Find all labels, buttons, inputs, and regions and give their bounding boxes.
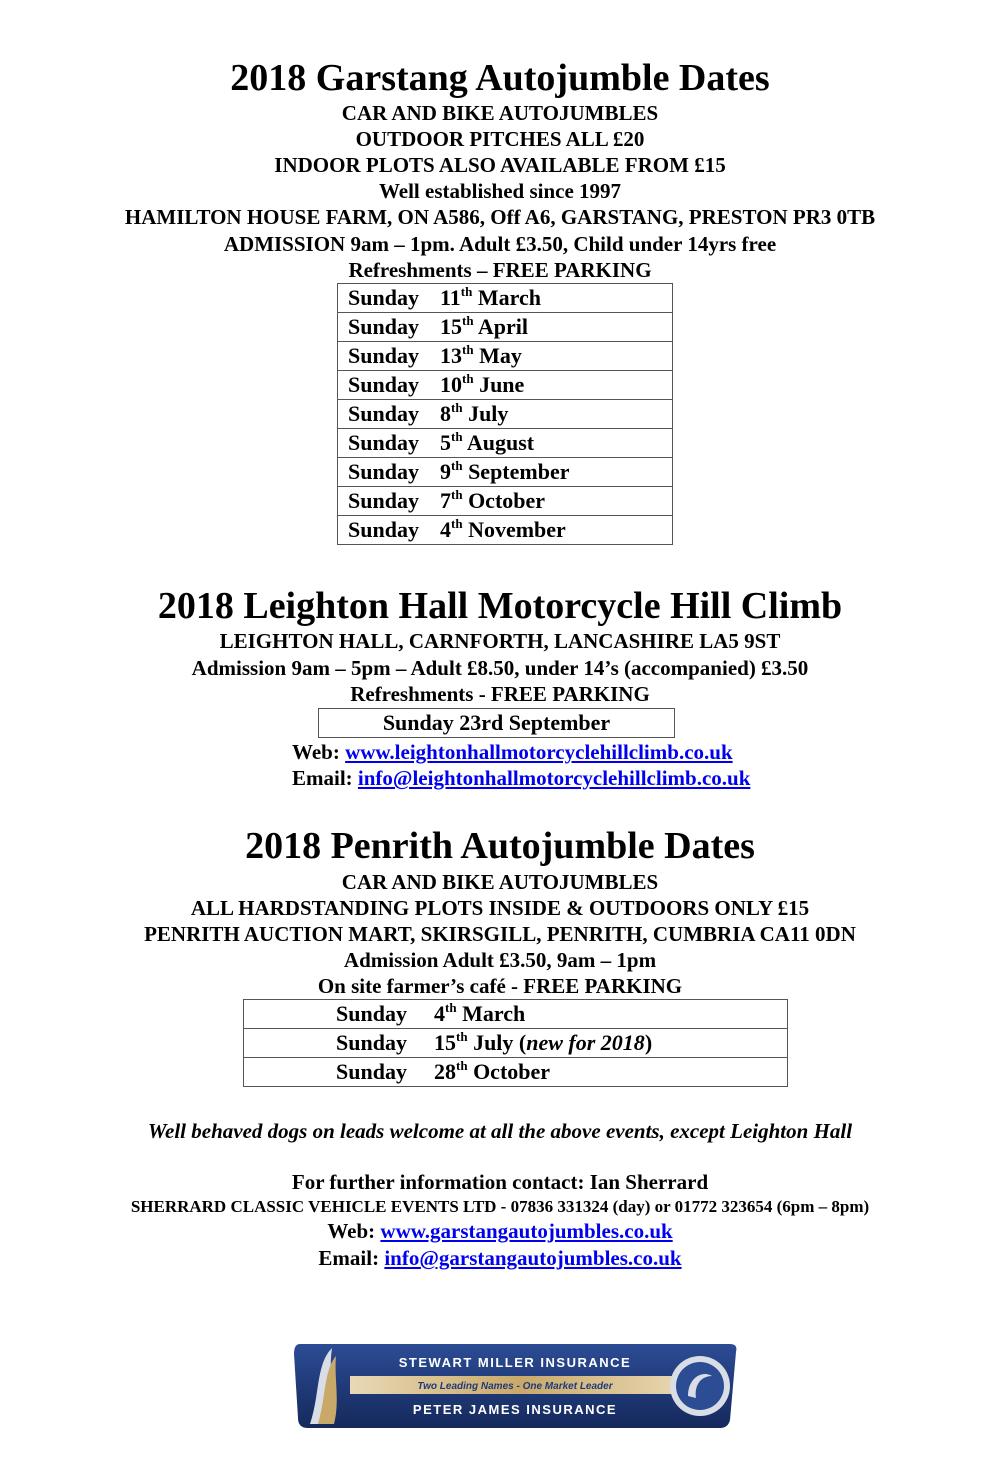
date-cell — [338, 342, 673, 371]
date-day: Sunday — [348, 430, 419, 455]
date-suffix: th — [451, 458, 463, 473]
date-cell — [338, 429, 673, 458]
footer-email-link[interactable]: info@garstangautojumbles.co.uk — [384, 1246, 682, 1270]
garstang-address: HAMILTON HOUSE FARM, ON A586, Off A6, GARSTANG, PRESTON PR3 0TB — [124, 205, 876, 229]
penrith-line-1: CAR AND BIKE AUTOJUMBLES — [341, 870, 659, 894]
leighton-web — [292, 739, 733, 765]
leighton-admission: Admission 9am – 5pm – Adult £8.50, under 14’s (accompanied) £3.50 — [191, 656, 809, 680]
date-month: May — [479, 343, 522, 368]
date-month: October — [468, 488, 546, 513]
date-number: 8 — [440, 401, 451, 426]
garstang-refreshments: Refreshments – FREE PARKING — [348, 258, 652, 282]
date-suffix: th — [445, 1000, 457, 1015]
date-row — [338, 313, 673, 342]
date-cell — [338, 516, 673, 545]
date-number: 28 — [434, 1059, 456, 1084]
date-number: 5 — [440, 430, 451, 455]
date-row — [244, 1029, 788, 1058]
date-row — [338, 487, 673, 516]
leighton-title: 2018 Leighton Hall Motorcycle Hill Climb — [157, 585, 843, 627]
date-day: Sunday — [348, 343, 419, 368]
garstang-line-2: OUTDOOR PITCHES ALL £20 — [355, 127, 645, 151]
garstang-dates-table — [337, 283, 673, 545]
logo-line-3: PETER JAMES INSURANCE — [412, 1402, 618, 1417]
date-row — [338, 400, 673, 429]
date-row — [338, 371, 673, 400]
company-line: SHERRARD CLASSIC VEHICLE EVENTS LTD - 07836 331324 (day) or 01772 323654 (6pm – 8pm) — [130, 1197, 870, 1216]
date-suffix: th — [451, 516, 463, 531]
date-month: July ( — [473, 1030, 527, 1055]
date-row — [244, 1000, 788, 1029]
date-cell — [244, 1029, 788, 1058]
date-suffix: th — [462, 371, 474, 386]
date-cell — [244, 1058, 788, 1087]
date-suffix: th — [460, 284, 473, 299]
leighton-web-label: Web: — [292, 740, 340, 764]
date-suffix: th — [451, 487, 463, 502]
date-month: November — [468, 517, 566, 542]
date-cell — [338, 371, 673, 400]
date-month: August — [466, 430, 535, 455]
date-cell — [338, 458, 673, 487]
insurance-logo — [290, 1334, 740, 1434]
date-number: 7 — [440, 488, 451, 513]
date-cell — [338, 400, 673, 429]
date-number: 11 — [440, 285, 461, 310]
date-number: 10 — [440, 372, 462, 397]
garstang-admission: ADMISSION 9am – 1pm. Adult £3.50, Child under 14yrs free — [223, 232, 777, 256]
logo-line-2: Two Leading Names - One Market Leader — [417, 1381, 613, 1392]
garstang-line-1: CAR AND BIKE AUTOJUMBLES — [341, 101, 659, 125]
date-month: March — [477, 285, 541, 310]
date-number: 4 — [434, 1001, 445, 1026]
date-row — [338, 429, 673, 458]
date-month: July — [468, 401, 509, 426]
date-row — [338, 284, 673, 313]
date-row — [244, 1058, 788, 1087]
penrith-line-2: ALL HARDSTANDING PLOTS INSIDE & OUTDOORS ONLY £15 — [190, 896, 810, 920]
date-suffix: th — [451, 429, 463, 444]
date-day: Sunday — [348, 372, 419, 397]
date-cell — [338, 284, 673, 313]
date-cell — [338, 487, 673, 516]
date-month: September — [468, 459, 570, 484]
date-day: Sunday — [348, 314, 419, 339]
logo-line-1: STEWART MILLER INSURANCE — [398, 1355, 632, 1370]
date-day: Sunday — [336, 1030, 407, 1055]
footer-email — [0, 1245, 1000, 1271]
garstang-title: 2018 Garstang Autojumble Dates — [230, 57, 770, 99]
date-day: Sunday — [336, 1059, 407, 1084]
date-month: April — [477, 314, 528, 339]
leighton-refreshments: Refreshments - FREE PARKING — [350, 682, 650, 706]
dogs-note: Well behaved dogs on leads welcome at all the above events, except Leighton Hall — [147, 1119, 853, 1143]
footer-web-link[interactable]: www.garstangautojumbles.co.uk — [380, 1219, 673, 1243]
leighton-email-link[interactable]: info@leightonhallmotorcyclehillclimb.co.uk — [357, 766, 751, 790]
footer-email-label: Email: — [318, 1246, 380, 1270]
footer-web — [0, 1218, 1000, 1244]
date-month: March — [462, 1001, 526, 1026]
date-number: 13 — [440, 343, 462, 368]
date-suffix: th — [462, 342, 474, 357]
penrith-admission: Admission Adult £3.50, 9am – 1pm — [343, 948, 657, 972]
date-month: June — [479, 372, 525, 397]
date-row — [338, 342, 673, 371]
logo-emblem-inner — [676, 1362, 724, 1410]
leighton-date-box: Sunday 23rd September — [318, 708, 675, 738]
date-number: 9 — [440, 459, 451, 484]
date-suffix: th — [462, 313, 474, 328]
date-number: 15 — [440, 314, 462, 339]
date-row — [338, 516, 673, 545]
leighton-email-label: Email: — [292, 766, 353, 790]
footer-web-label: Web: — [327, 1219, 376, 1243]
date-number: 4 — [440, 517, 451, 542]
date-month: October — [473, 1059, 551, 1084]
contact-line: For further information contact: Ian Sherrard — [291, 1170, 709, 1194]
date-number: 15 — [434, 1030, 456, 1055]
date-day: Sunday — [336, 1001, 407, 1026]
date-day: Sunday — [348, 517, 419, 542]
date-day: Sunday — [348, 285, 419, 310]
leighton-email — [292, 765, 750, 791]
leighton-address: LEIGHTON HALL, CARNFORTH, LANCASHIRE LA5 9ST — [219, 629, 781, 653]
date-row — [338, 458, 673, 487]
penrith-cafe: On site farmer’s café - FREE PARKING — [317, 974, 683, 998]
date-cell — [338, 313, 673, 342]
date-suffix: th — [456, 1029, 468, 1044]
date-suffix: th — [456, 1058, 468, 1073]
date-day: Sunday — [348, 488, 419, 513]
leighton-web-link[interactable]: www.leightonhallmotorcyclehillclimb.co.uk — [345, 740, 733, 764]
penrith-address: PENRITH AUCTION MART, SKIRSGILL, PENRITH, CUMBRIA CA11 0DN — [144, 922, 856, 946]
date-suffix: th — [451, 400, 463, 415]
garstang-line-3: INDOOR PLOTS ALSO AVAILABLE FROM £15 — [274, 153, 726, 177]
date-cell — [244, 1000, 788, 1029]
date-day: Sunday — [348, 459, 419, 484]
date-note: new for 2018 — [526, 1030, 645, 1055]
garstang-line-4: Well established since 1997 — [378, 179, 622, 203]
penrith-dates-table — [243, 999, 788, 1087]
penrith-title: 2018 Penrith Autojumble Dates — [245, 825, 755, 867]
date-note-close: ) — [644, 1030, 653, 1055]
date-day: Sunday — [348, 401, 419, 426]
